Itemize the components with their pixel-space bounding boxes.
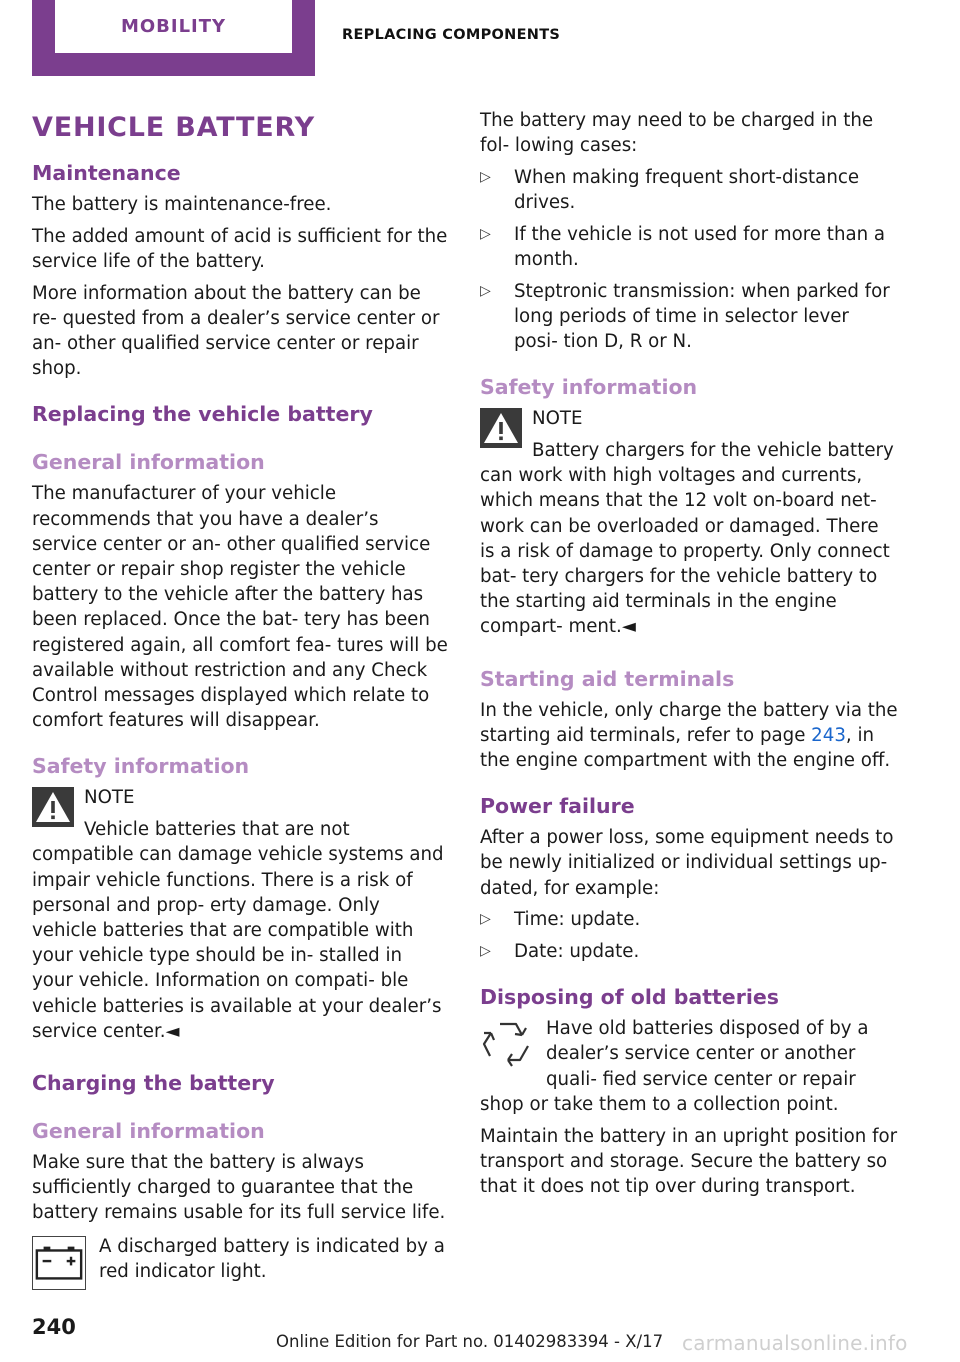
heading-charging-battery: Charging the battery [32, 1070, 275, 1095]
indicator-text: A discharged battery is indicated by a red indicator light. [99, 1235, 445, 1282]
heading-general-information: General information [32, 1118, 265, 1143]
list-item: ▷ When making frequent short-distance drives. [480, 166, 860, 214]
edition-footer: Online Edition for Part no. 01402983394 - X/17 [276, 1332, 664, 1351]
heading-disposing-batteries: Disposing of old batteries [480, 985, 779, 1010]
right-column [480, 108, 898, 1206]
heading-power-failure: Power failure [480, 794, 635, 819]
list-item: ▷ Time: update. [480, 907, 898, 932]
list-item: ▷ Date: update. [480, 939, 898, 964]
paragraph: After a power loss, some equipment needs to be newly initialized or individual settings up- dated, for example: [480, 827, 894, 899]
disposing-block [480, 1016, 898, 1117]
note-text: Vehicle batteries that are not compatible can damage vehicle systems and impair vehicle functions. There is a risk of personal and prop- erty damage. Only vehicle batteries that are compatible with your vehicle type should be in- stalled in your vehicle. Information on compati- ble vehicle batteries is available at your dealer’s service center.◄ [32, 819, 444, 1042]
note-block [32, 785, 448, 1044]
paragraph: Have old batteries disposed of by a dealer’s service center or another quali- fied service center or repair shop or take them to a collection point. [480, 1018, 869, 1115]
page-number: 240 [32, 1315, 76, 1339]
note-label: NOTE [532, 408, 583, 430]
page-link[interactable]: 243 [811, 724, 846, 746]
paragraph: In the vehicle, only charge the battery via the starting aid terminals, refer to page 243, in the engine compartment with the engine off. [480, 699, 898, 772]
heading-safety-information: Safety information [480, 375, 698, 400]
paragraph: The battery may need to be charged in the fol- lowing cases: [480, 110, 874, 157]
bullet-list [480, 907, 898, 964]
page-title: VEHICLE BATTERY [32, 112, 315, 143]
paragraph: More information about the battery can be re- quested from a dealer’s service center or an- other qualified service center or repair shop. [32, 282, 440, 380]
note-label: NOTE [84, 787, 135, 809]
heading-maintenance: Maintenance [32, 161, 181, 185]
bullet-icon: ▷ [480, 168, 491, 185]
bullet-list [480, 165, 898, 354]
heading-starting-aid-terminals: Starting aid terminals [480, 666, 735, 691]
paragraph: The manufacturer of your vehicle recommends that you have a dealer’s service center or an- other qualified service center or repair shop register the vehicle battery to the vehicle after the battery has been replaced. Once the bat- tery has been registered again, all comfort fea- tures will be available without restriction and any Check Control messages displayed which relate to comfort features will disappear. [32, 483, 448, 732]
paragraph: Maintain the battery in an upright position for transport and storage. Secure the battery so that it does not tip over during transport. [480, 1125, 898, 1197]
bullet-icon: ▷ [480, 225, 491, 242]
breadcrumb: REPLACING COMPONENTS [342, 27, 561, 43]
note-text: Battery chargers for the vehicle battery can work with high voltages and currents, which means that the 12 volt on-board net- work can be overloaded or damaged. There is a risk of damage to property. Only connect bat- tery chargers for the vehicle battery to the starting aid terminals in the engine compart- ment.◄ [480, 440, 894, 638]
paragraph: The battery is maintenance-free. [32, 194, 332, 215]
battery-indicator-icon [32, 1236, 86, 1290]
indicator-row [32, 1234, 448, 1294]
list-item: ▷ If the vehicle is not used for more than a month. [480, 223, 886, 271]
heading-safety-information: Safety information [32, 754, 250, 779]
paragraph: Make sure that the battery is always sufficiently charged to guarantee that the battery remains usable for its full service life. [32, 1151, 446, 1224]
warning-icon [32, 787, 74, 827]
section-tab-label: MOBILITY [55, 0, 292, 53]
warning-icon [480, 408, 522, 448]
bullet-icon: ▷ [480, 282, 491, 299]
bullet-icon: ▷ [480, 943, 491, 960]
heading-general-information: General information [32, 450, 265, 475]
watermark: carmanualsonline.info [682, 1331, 908, 1355]
recycle-icon [480, 1016, 536, 1072]
section-tab [32, 0, 315, 76]
bullet-icon: ▷ [480, 911, 491, 928]
list-item: ▷ Steptronic transmission: when parked for long periods of time in selector lever posi- tion D, R or N. [480, 280, 890, 353]
paragraph: The added amount of acid is sufficient for the service life of the battery. [32, 225, 448, 272]
note-block [480, 406, 898, 639]
heading-replacing-battery: Replacing the vehicle battery [32, 402, 373, 427]
left-column [32, 108, 448, 1294]
